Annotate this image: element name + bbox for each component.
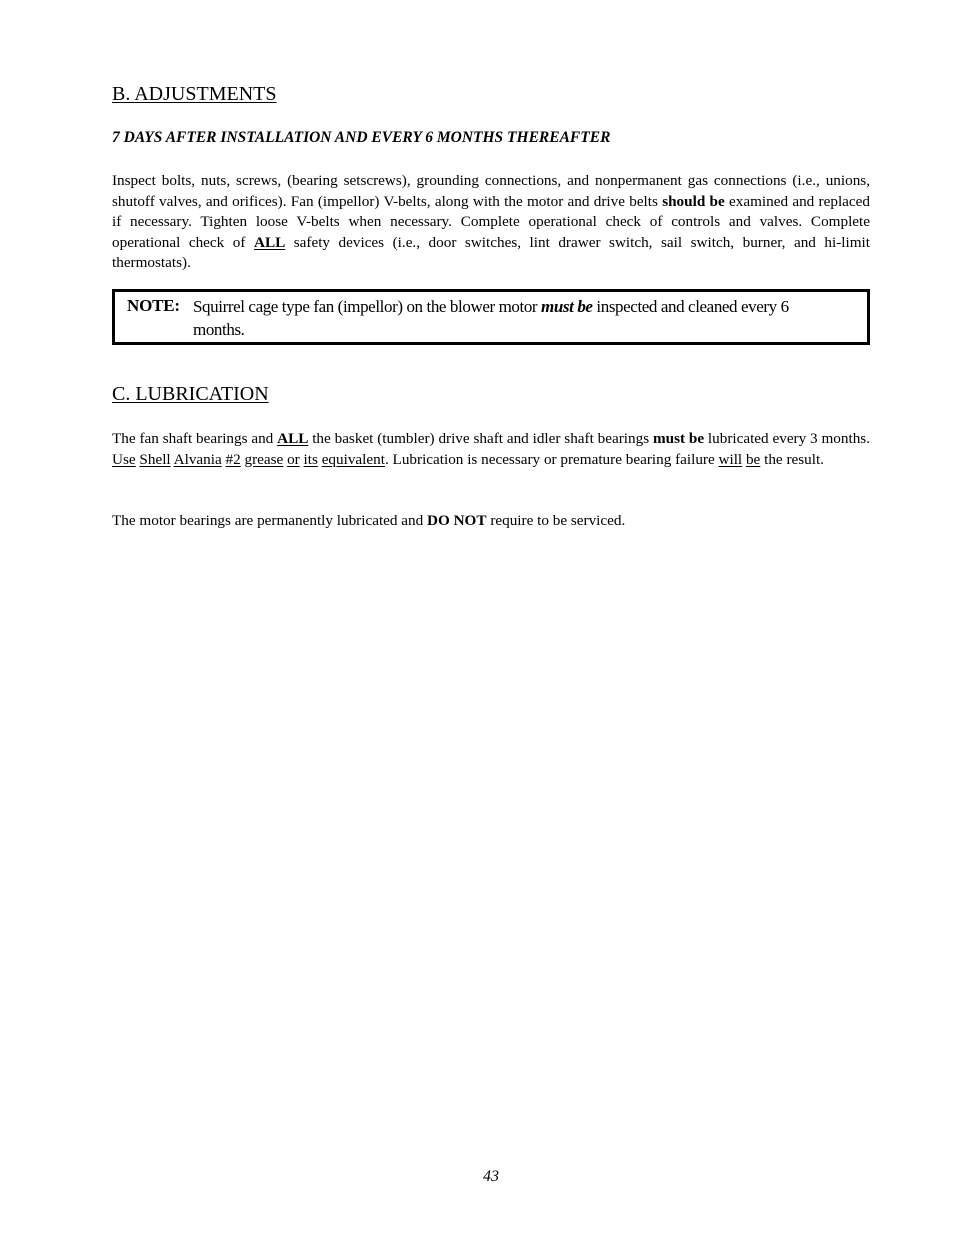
emphasis-must-be: must be — [652, 430, 705, 447]
text-run: inspected and cleaned every 6 months. — [193, 297, 789, 339]
underlined-word: #2 — [225, 450, 241, 468]
note-box — [112, 289, 870, 345]
underlined-word: equivalent — [321, 450, 385, 468]
text-run: . Lubrication is necessary or premature bearing failure — [384, 450, 719, 468]
text-run: examined and replaced if necessary. Tighten loose V-belts when necessary. Complete operational check of controls and valves. Complete operational check of — [112, 192, 870, 251]
note-label: NOTE: — [127, 296, 180, 315]
underlined-word: be — [745, 450, 761, 468]
page-number: 43 — [483, 1168, 499, 1185]
adjustments-paragraph — [112, 171, 870, 274]
text-run: Squirrel cage type fan (impellor) on the blower motor — [193, 297, 542, 316]
underlined-word: will — [718, 450, 743, 468]
text-run: the result. — [760, 450, 824, 468]
text-run: The fan shaft bearings and — [112, 430, 278, 447]
text-run: safety devices (i.e., door switches, lint drawer switch, sail switch, burner, and hi-limit thermostats). — [112, 233, 870, 271]
underlined-word: grease — [244, 450, 284, 468]
underlined-word: Shell — [139, 450, 171, 468]
emphasis-must-be: must be — [541, 297, 593, 316]
underlined-word: Alvania — [173, 450, 222, 468]
text-run: the basket (tumbler) drive shaft and idler shaft bearings — [308, 430, 653, 447]
emphasis-do-not: DO NOT — [427, 512, 487, 529]
note-text — [193, 295, 813, 341]
emphasis-all: ALL — [277, 430, 309, 447]
underlined-word: Use — [112, 450, 136, 468]
emphasis-all: ALL — [253, 233, 286, 251]
text-run: lubricated every 3 months. — [704, 430, 871, 447]
lubrication-paragraph — [112, 429, 870, 470]
section-b-heading: B. ADJUSTMENTS — [112, 83, 277, 105]
text-run: Inspect bolts, nuts, screws, (bearing setscrews), grounding connections, and nonpermanent gas connections (i.e., unions, shutoff valves, and orifices). Fan (impellor) V-belts, along with the motor and drive belts — [112, 172, 870, 210]
motor-bearings-paragraph — [112, 511, 870, 532]
text-run: The motor bearings are permanently lubricated and — [112, 512, 428, 529]
text-run: require to be serviced. — [486, 512, 626, 529]
underlined-word: its — [303, 450, 318, 468]
underlined-word: or — [287, 450, 300, 468]
maintenance-schedule-heading: 7 DAYS AFTER INSTALLATION AND EVERY 6 MONTHS THEREAFTER — [112, 129, 611, 146]
section-c-heading: C. LUBRICATION — [112, 383, 269, 405]
emphasis-should-be: should be — [662, 192, 725, 210]
